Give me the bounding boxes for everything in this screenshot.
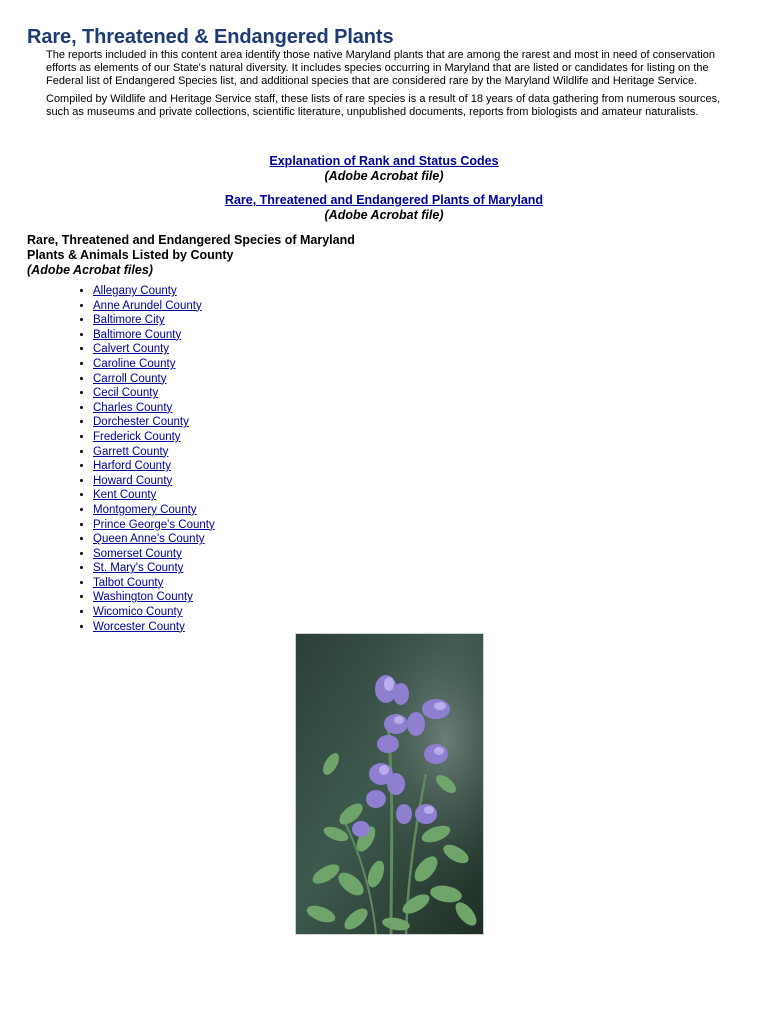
county-link[interactable]: Prince George's County	[93, 518, 215, 531]
county-link[interactable]: Worcester County	[93, 620, 185, 633]
county-link[interactable]: St. Mary's County	[93, 562, 184, 575]
county-list-item	[93, 415, 215, 430]
intro-text	[46, 49, 736, 125]
county-list-item	[93, 459, 215, 474]
county-link[interactable]: Wicomico County	[93, 606, 183, 619]
county-list-item	[93, 503, 215, 518]
county-link[interactable]: Baltimore County	[93, 328, 182, 341]
county-list-item	[93, 561, 215, 576]
county-list-item	[93, 357, 215, 372]
rank-codes-link[interactable]: Explanation of Rank and Status Codes	[269, 154, 499, 168]
acrobat-note: (Adobe Acrobat file)	[324, 169, 444, 183]
intro-paragraph: The reports included in this content area identify those native Maryland plants that are among the rarest and most in need of conservation efforts as elements of our State's natural diversity. It includes species occurring in Maryland that are listed or candidates for listing on the Federal list of Endangered Species list, and additional species that are considered rare by the Maryland Wildlife and Heritage Service.	[46, 49, 715, 87]
county-list	[78, 284, 215, 634]
county-link[interactable]: Carroll County	[93, 372, 167, 385]
plants-of-maryland-link[interactable]: Rare, Threatened and Endangered Plants of Maryland	[224, 193, 544, 207]
county-list-item	[93, 518, 215, 533]
plant-photo	[295, 633, 484, 935]
county-list-item	[93, 474, 215, 489]
county-link[interactable]: Talbot County	[93, 576, 164, 589]
county-list-item	[93, 488, 215, 503]
county-list-item	[93, 284, 215, 299]
county-link[interactable]: Kent County	[93, 489, 157, 502]
county-link[interactable]: Charles County	[93, 401, 173, 414]
county-list-item	[93, 605, 215, 620]
county-link[interactable]: Dorchester County	[93, 416, 189, 429]
county-list-item	[93, 576, 215, 591]
county-link[interactable]: Howard County	[93, 474, 173, 487]
county-list-item	[93, 590, 215, 605]
county-link[interactable]: Garrett County	[93, 445, 169, 458]
county-list-item	[93, 401, 215, 416]
county-link[interactable]: Anne Arundel County	[93, 299, 202, 312]
county-list-item	[93, 313, 215, 328]
county-link[interactable]: Washington County	[93, 591, 193, 604]
county-link[interactable]: Cecil County	[93, 387, 159, 400]
county-list-item	[93, 532, 215, 547]
county-heading-line: Plants & Animals Listed by County	[27, 248, 234, 262]
county-link[interactable]: Harford County	[93, 460, 171, 473]
county-link[interactable]: Frederick County	[93, 430, 181, 443]
county-link[interactable]: Montgomery County	[93, 503, 197, 516]
county-link[interactable]: Caroline County	[93, 357, 176, 370]
county-list-item	[93, 372, 215, 387]
county-list-item	[93, 342, 215, 357]
county-list-item	[93, 328, 215, 343]
county-list-item	[93, 620, 215, 635]
county-link[interactable]: Somerset County	[93, 547, 182, 560]
county-list-item	[93, 299, 215, 314]
county-link[interactable]: Allegany County	[93, 285, 177, 297]
acrobat-files-note: (Adobe Acrobat files)	[27, 263, 153, 277]
county-list-item	[93, 445, 215, 460]
county-section-heading	[27, 233, 355, 278]
county-link[interactable]: Queen Anne's County	[93, 533, 205, 546]
county-list-item	[93, 430, 215, 445]
county-list-item	[93, 386, 215, 401]
county-list-item	[93, 547, 215, 562]
county-link[interactable]: Baltimore City	[93, 314, 165, 327]
county-link[interactable]: Calvert County	[93, 343, 170, 356]
acrobat-note: (Adobe Acrobat file)	[324, 208, 444, 222]
county-heading-line: Rare, Threatened and Endangered Species of Maryland	[27, 233, 355, 247]
page-title: Rare, Threatened & Endangered Plants	[27, 26, 394, 48]
intro-paragraph: Compiled by Wildlife and Heritage Service staff, these lists of rare species is a result of 18 years of data gathering from numerous sources, such as museums and private collections, scientific literature, unpublished documents, reports from biologists and amateur naturalists.	[46, 93, 721, 119]
rank-codes-block	[0, 154, 768, 184]
plants-list-block	[0, 193, 768, 223]
